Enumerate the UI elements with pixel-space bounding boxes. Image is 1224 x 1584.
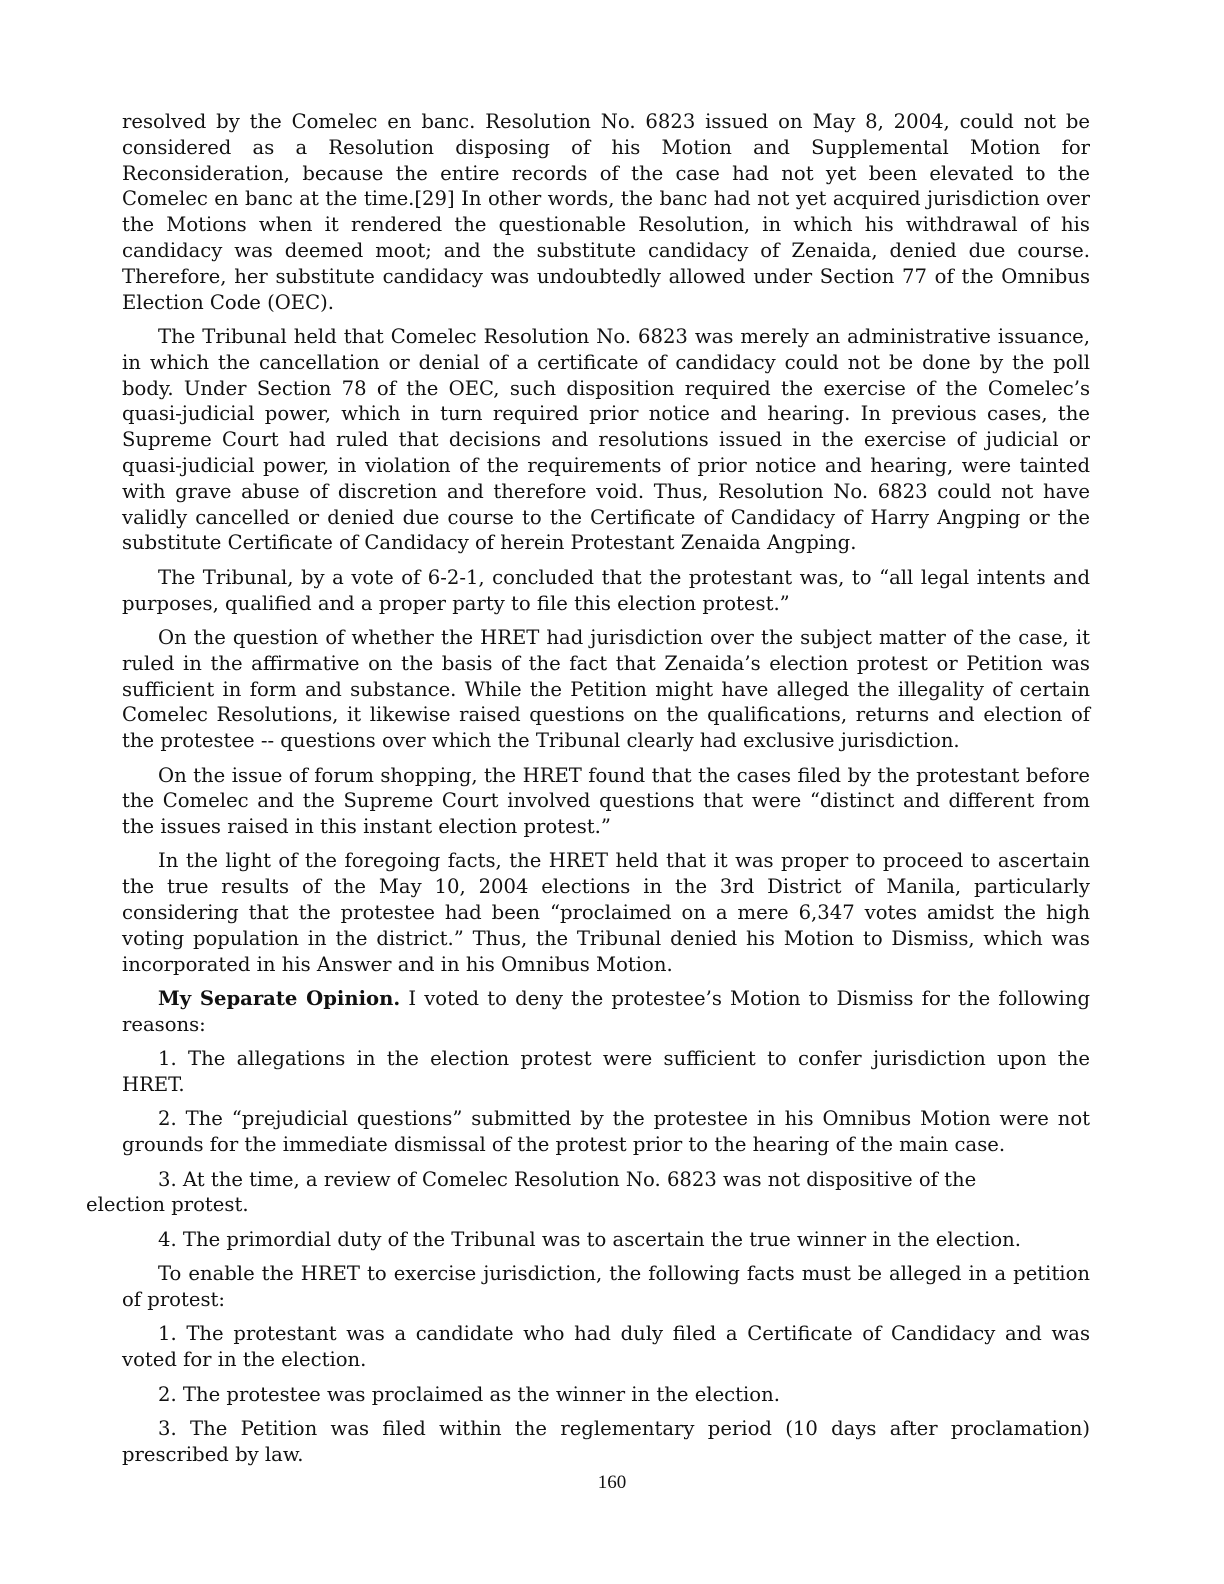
reason-item-3-line-2: election protest. [86, 1193, 249, 1217]
fact-item-1: 1. The protestant was a candidate who had duly filed a Certificate of Candidacy and was voted for in the election. [122, 1322, 1090, 1372]
paragraph-jurisdiction: On the question of whether the HRET had jurisdiction over the subject matter of the case, it ruled in the affirmative on the basis of the fact that Zenaida’s election protest or Petition was sufficient in form and substance. While the Petition might have alleged the illegality of certain Comelec Resolutions, it likewise raised questions on the qualifications, returns and election of the protestee -- questions over which the Tribunal clearly had exclusive jurisdiction. [122, 625, 1090, 753]
paragraph-enable-hret: To enable the HRET to exercise jurisdiction, the following facts must be alleged in a petition of protest: [122, 1262, 1090, 1311]
separate-opinion-text: I voted to deny the protestee’s Motion to Dismiss for the following reasons: [122, 987, 1090, 1036]
reason-item-2: 2. The “prejudicial questions” submitted by the protestee in his Omnibus Motion were not grounds for the immediate dismissal of the protest prior to the hearing of the main case. [122, 1107, 1090, 1157]
document-body [86, 109, 1090, 1476]
reason-item-1: 1. The allegations in the election protest were sufficient to confer jurisdiction upon the HRET. [122, 1047, 1090, 1097]
reason-item-4: 4. The primordial duty of the Tribunal was to ascertain the true winner in the election. [158, 1227, 1022, 1251]
fact-item-2: 2. The protestee was proclaimed as the winner in the election. [158, 1382, 780, 1406]
paragraph-tribunal-held: The Tribunal held that Comelec Resolution No. 6823 was merely an administrative issuance, in which the cancellation or denial of a certificate of candidacy could not be done by the poll body. Under Section 78 of the OEC, such disposition required the exercise of the Comelec’s quasi-judicial power, which in turn required prior notice and hearing. In previous cases, the Supreme Court had ruled that decisions and resolutions issued in the exercise of judicial or quasi-judicial power, in violation of the requirements of prior notice and hearing, were tainted with grave abuse of discretion and therefore void. Thus, Resolution No. 6823 could not have validly cancelled or denied due course to the Certificate of Candidacy of Harry Angping or the substitute Certificate of Candidacy of herein Protestant Zenaida Angping. [122, 324, 1090, 555]
page-number: 160 [597, 1472, 627, 1493]
paragraph-tribunal-vote: The Tribunal, by a vote of 6-2-1, concluded that the protestant was, to “all legal intents and purposes, qualified and a proper party to file this election protest.” [122, 565, 1090, 615]
reason-item-3-line-1: 3. At the time, a review of Comelec Resolution No. 6823 was not dispositive of the [158, 1167, 977, 1191]
paragraph-continuation: resolved by the Comelec en banc. Resolution No. 6823 issued on May 8, 2004, could not be considered as a Resolution disposing of his Motion and Supplemental Motion for Reconsideration, because the entire records of the case had not yet been elevated to the Comelec en banc at the time.[29] In other words, the banc had not yet acquired jurisdiction over the Motions when it rendered the questionable Resolution, in which his withdrawal of his candidacy was deemed moot; and the substitute candidacy of Zenaida, denied due course. Therefore, her substitute candidacy was undoubtedly allowed under Section 77 of the Omnibus Election Code (OEC). [122, 110, 1090, 314]
separate-opinion-heading: My Separate Opinion. [158, 987, 401, 1011]
reason-item-3 [86, 1167, 1090, 1219]
paragraph-foregoing-facts: In the light of the foregoing facts, the HRET held that it was proper to proceed to ascertain the true results of the May 10, 2004 elections in the 3rd District of Manila, particularly considering that the protestee had been “proclaimed on a mere 6,347 votes amidst the high voting population in the district.” Thus, the Tribunal denied his Motion to Dismiss, which was incorporated in his Answer and in his Omnibus Motion. [122, 849, 1090, 976]
fact-item-3: 3. The Petition was filed within the reglementary period (10 days after proclamation) prescribed by law. [122, 1416, 1090, 1466]
paragraph-separate-opinion [122, 986, 1090, 1038]
paragraph-forum-shopping: On the issue of forum shopping, the HRET found that the cases filed by the protestant before the Comelec and the Supreme Court involved questions that were “distinct and different from the issues raised in this instant election protest.” [122, 763, 1090, 839]
